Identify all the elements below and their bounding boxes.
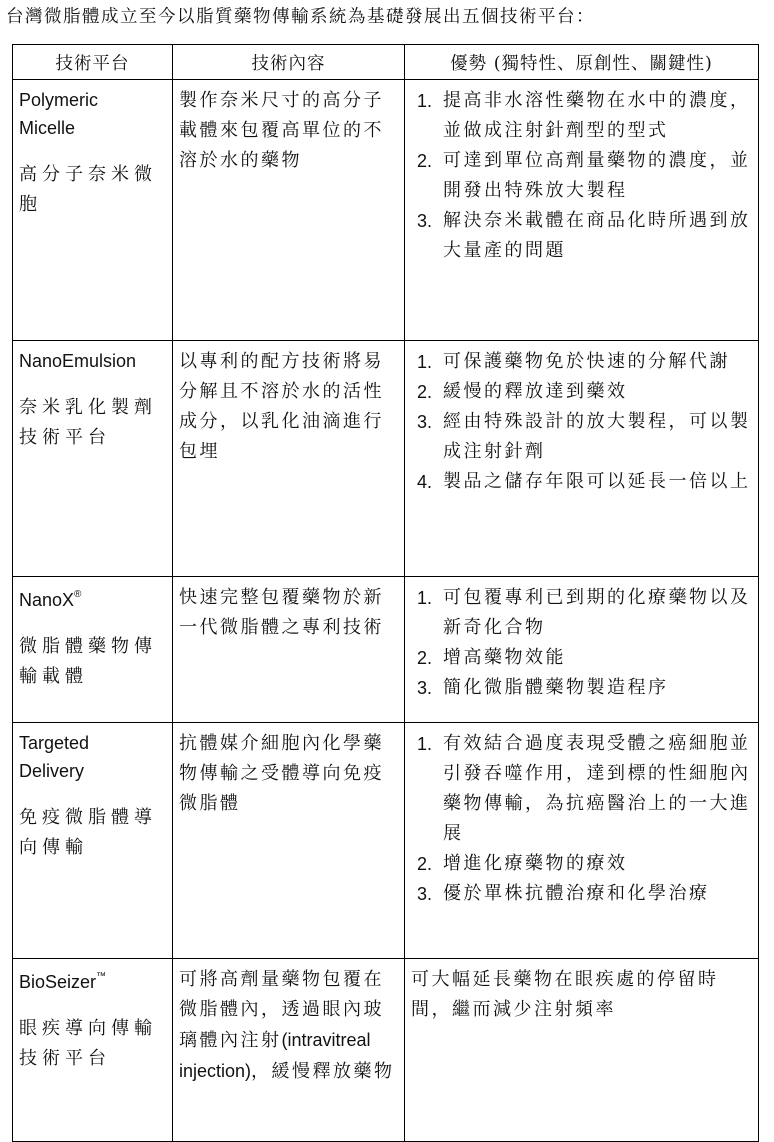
advantage-cell: 可大幅延長藥物在眼疾處的停留時間，繼而減少注射頻率 [405, 959, 759, 1142]
platform-name: Polymeric Micelle [19, 90, 99, 138]
list-item: 1. 提高非水溶性藥物在水中的濃度，並做成注射針劑型的型式 [417, 90, 751, 141]
header-platform: 技術平台 [13, 45, 173, 80]
advantage-cell [405, 723, 759, 959]
list-item: 4. 製品之儲存年限可以延長一倍以上 [417, 471, 751, 492]
list-item: 1. 有效結合過度表現受體之癌細胞並引發吞噬作用，達到標的性細胞內藥物傳輸，為抗癌醫治上的一大進展 [417, 733, 751, 844]
header-advantage: 優勢 (獨特性、原創性、關鍵性) [405, 45, 759, 80]
table-row [13, 577, 759, 723]
platform-cell [13, 80, 173, 341]
list-item: 2. 緩慢的釋放達到藥效 [417, 381, 628, 402]
platform-name: NanoEmulsion [19, 351, 137, 371]
platform-chinese-name: 高分子奈米微胞 [19, 164, 157, 215]
registered-mark: ® [74, 589, 82, 600]
advantage-cell [405, 80, 759, 341]
content-cell: 製作奈米尺寸的高分子載體來包覆高單位的不溶於水的藥物 [173, 80, 405, 341]
trademark-mark: ™ [96, 971, 107, 982]
platform-name: NanoX® [19, 589, 82, 610]
content-cell: 快速完整包覆藥物於新一代微脂體之專利技術 [173, 577, 405, 723]
platform-cell [13, 959, 173, 1142]
list-item: 2. 增高藥物效能 [417, 647, 566, 668]
platform-name: BioSeizer™ [19, 971, 107, 992]
platform-name: Targeted Delivery [19, 733, 90, 781]
platform-cell [13, 723, 173, 959]
table-row [13, 723, 759, 959]
list-item: 3. 解決奈米載體在商品化時所遇到放大量產的問題 [417, 210, 751, 261]
list-item: 2. 增進化療藥物的療效 [417, 853, 628, 874]
platform-chinese-name: 眼疾導向傳輸技術平台 [19, 1018, 157, 1069]
platform-chinese-name: 免疫微脂體導向傳輸 [19, 807, 157, 858]
intro-text: 台灣微脂體成立至今以脂質藥物傳輸系統為基礎發展出五個技術平台： [6, 7, 595, 27]
platform-cell [13, 577, 173, 723]
content-cell: 可將高劑量藥物包覆在微脂體內，透過眼內玻璃體內注射(intravitreal injection)，緩慢釋放藥物 [173, 959, 405, 1142]
list-item: 3. 簡化微脂體藥物製造程序 [417, 677, 669, 698]
header-content: 技術內容 [173, 45, 405, 80]
platform-chinese-name: 奈米乳化製劑技術平台 [19, 397, 157, 448]
platform-chinese-name: 微脂體藥物傳輸載體 [19, 636, 157, 687]
table-row [13, 80, 759, 341]
content-cell: 以專利的配方技術將易分解且不溶於水的活性成分，以乳化油滴進行包埋 [173, 341, 405, 577]
advantage-cell [405, 341, 759, 577]
platform-cell [13, 341, 173, 577]
list-item: 2. 可達到單位高劑量藥物的濃度，並開發出特殊放大製程 [417, 150, 751, 201]
list-item: 1. 可保護藥物免於快速的分解代謝 [417, 351, 730, 372]
table-row [13, 959, 759, 1142]
content-cell: 抗體媒介細胞內化學藥物傳輸之受體導向免疫微脂體 [173, 723, 405, 959]
platform-table [12, 44, 759, 1142]
list-item: 3. 優於單株抗體治療和化學治療 [417, 883, 710, 904]
advantage-cell [405, 577, 759, 723]
table-row [13, 341, 759, 577]
list-item: 3. 經由特殊設計的放大製程，可以製成注射針劑 [417, 411, 751, 462]
list-item: 1. 可包覆專利已到期的化療藥物以及新奇化合物 [417, 587, 751, 638]
table-header-row [13, 45, 759, 80]
